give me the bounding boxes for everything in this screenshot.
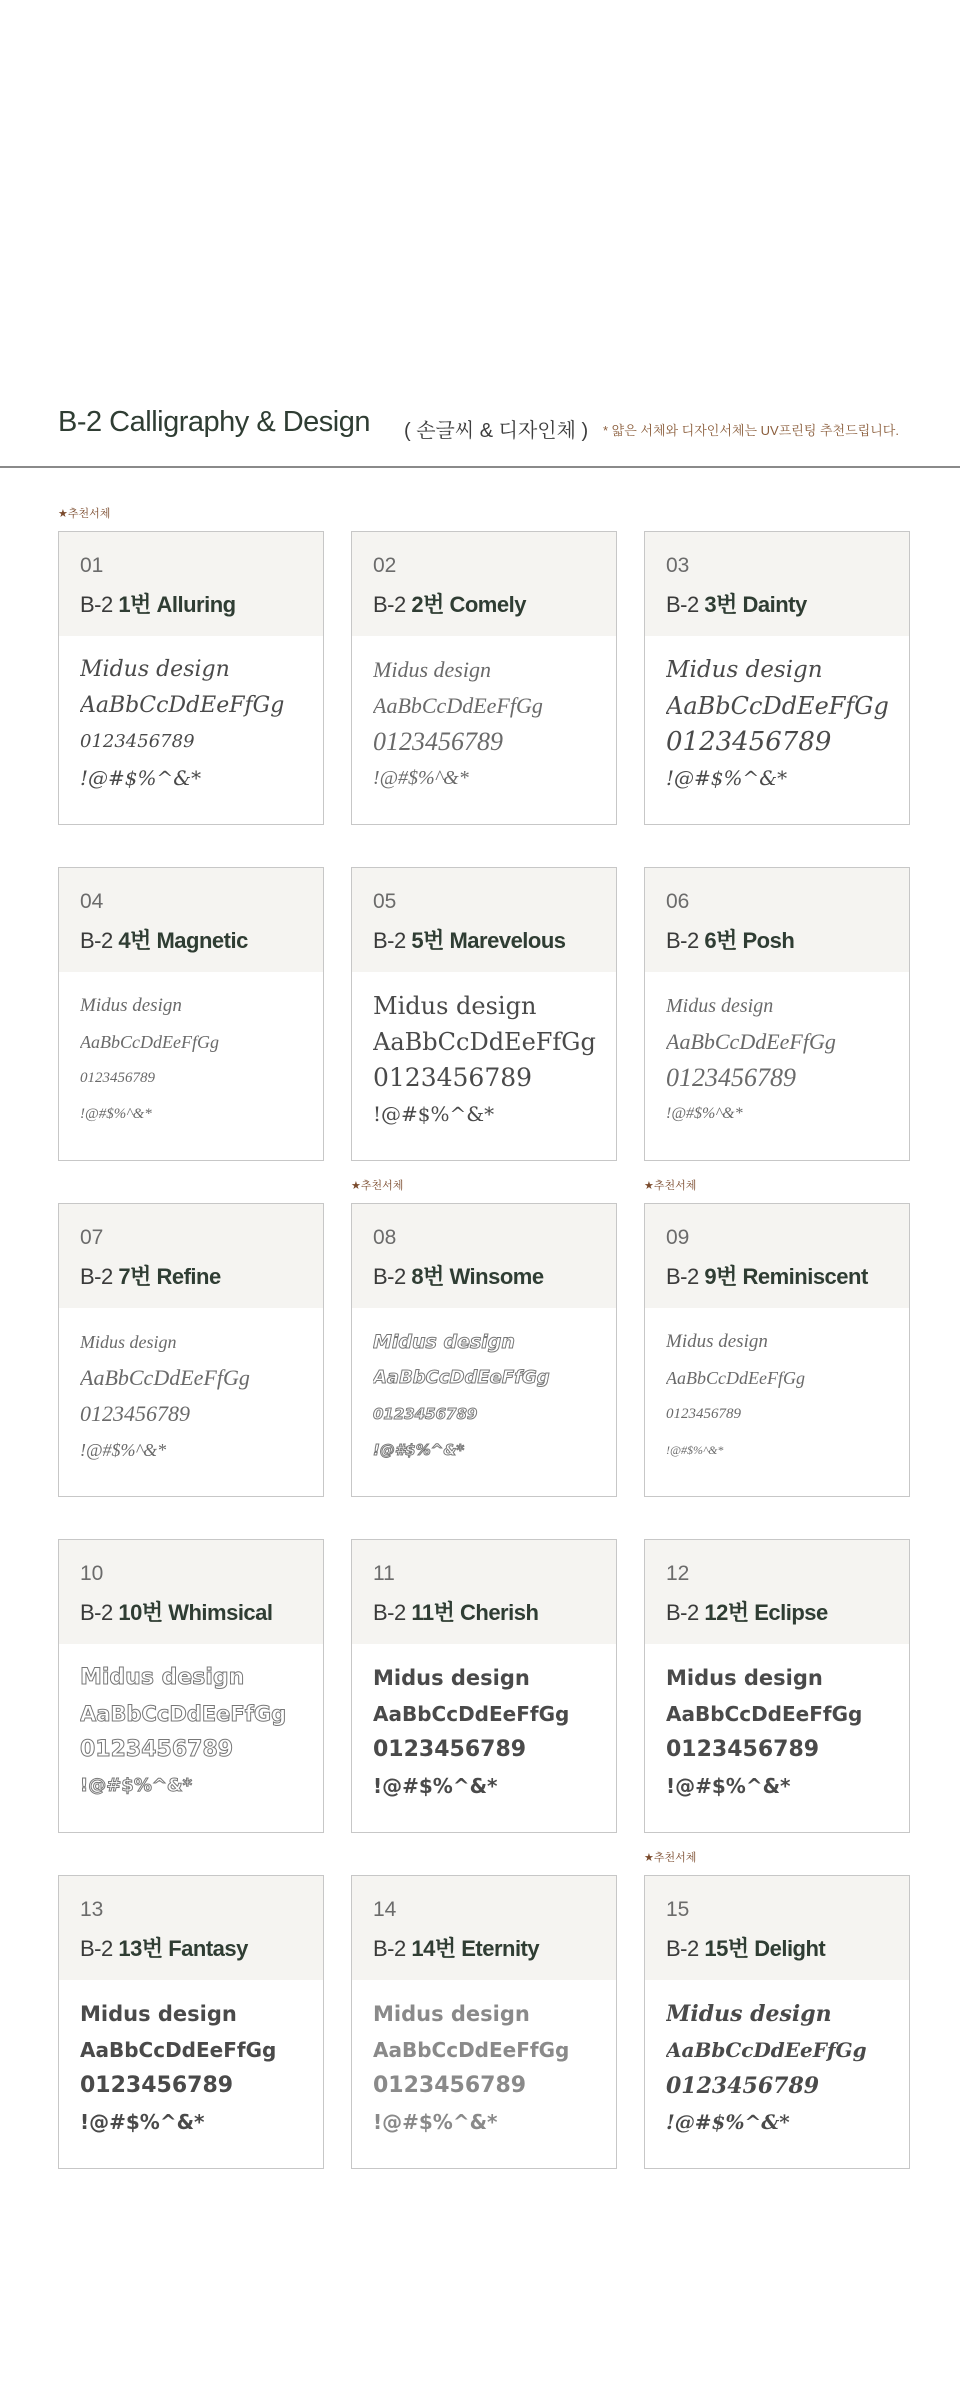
font-sample: Midus design AaBbCcDdEeFfGg 0123456789 !@#$%^&* [80,1665,287,1796]
font-sample: Midus design AaBbCcDdEeFfGg 0123456789 !@#$%^&* [666,995,836,1122]
section-subtitle: ( 손글씨 & 디자인체 ) [404,420,589,442]
card-header [59,1876,323,1980]
card-number: 02 [373,554,397,577]
card-font-name: B-2 10번 Whimsical [80,1600,273,1625]
card-number: 06 [666,890,690,913]
card-number: 08 [373,1226,397,1249]
section-title: B-2 Calligraphy & Design [58,406,370,438]
font-card-09[interactable] [644,1203,910,1497]
card-font-name: B-2 3번 Dainty [666,592,807,617]
section-header [0,400,960,468]
card-font-name: B-2 11번 Cherish [373,1600,539,1625]
card-number: 14 [373,1898,397,1921]
card-font-name: B-2 4번 Magnetic [80,928,248,953]
font-sample: Midus design AaBbCcDdEeFfGg 0123456789 !@#$%^&* [666,2001,867,2134]
card-header [352,1540,616,1644]
font-sample: Midus design AaBbCcDdEeFfGg 0123456789 !@#$%^&* [666,1666,863,1798]
card-number: 01 [80,554,104,577]
font-card-04[interactable] [58,867,324,1161]
font-card-12[interactable] [644,1539,910,1833]
card-font-name: B-2 14번 Eternity [373,1936,540,1961]
card-font-name: B-2 12번 Eclipse [666,1600,828,1625]
card-font-name: B-2 9번 Reminiscent [666,1264,868,1289]
font-card-02[interactable] [351,531,617,825]
uv-printing-note: * 얇은 서체와 디자인서체는 UV프린팅 추천드립니다. [603,423,899,438]
font-sample: Midus design AaBbCcDdEeFfGg 0123456789 !@#$%^&* [666,1331,805,1457]
font-card-01[interactable] [58,531,324,825]
font-sample: Midus design AaBbCcDdEeFfGg 0123456789 !@#$%^&* [373,1331,550,1459]
card-font-name: B-2 8번 Winsome [373,1264,544,1289]
card-header [352,1876,616,1980]
font-sample: Midus design AaBbCcDdEeFfGg 0123456789 !@#$%^&* [666,657,889,790]
font-sample: Midus design AaBbCcDdEeFfGg 0123456789 !@#$%^&* [373,1666,570,1798]
card-number: 13 [80,1898,104,1921]
card-font-name: B-2 13번 Fantasy [80,1936,248,1961]
card-header [645,1204,909,1308]
card-number: 07 [80,1226,104,1249]
font-card-08[interactable] [351,1203,617,1497]
font-card-03[interactable] [644,531,910,825]
recommended-badge-01: ★추천서체 [58,508,111,520]
card-number: 15 [666,1898,690,1921]
font-card-10[interactable] [58,1539,324,1833]
card-header [59,1204,323,1308]
card-header [352,868,616,972]
font-sample: Midus design AaBbCcDdEeFfGg 0123456789 !@#$%^&* [80,2002,277,2134]
font-sample: Midus design AaBbCcDdEeFfGg 0123456789 !@#$%^&* [373,2002,570,2134]
card-number: 04 [80,890,104,913]
card-header [59,532,323,636]
card-header [645,1876,909,1980]
recommended-badge-09: ★추천서체 [644,1180,697,1192]
font-card-07[interactable] [58,1203,324,1497]
font-card-06[interactable] [644,867,910,1161]
card-number: 05 [373,890,397,913]
card-number: 10 [80,1562,104,1585]
font-sample: Midus design AaBbCcDdEeFfGg 0123456789 !@#$%^&* [373,657,543,789]
card-number: 11 [373,1562,395,1585]
card-font-name: B-2 6번 Posh [666,928,795,953]
card-font-name: B-2 5번 Marevelous [373,928,566,953]
card-font-name: B-2 2번 Comely [373,592,526,617]
card-header [352,532,616,636]
card-number: 09 [666,1226,690,1249]
font-card-13[interactable] [58,1875,324,2169]
font-sample: Midus design AaBbCcDdEeFfGg 0123456789 !@#$%^&* [80,1332,250,1460]
font-card-11[interactable] [351,1539,617,1833]
recommended-badge-15: ★추천서체 [644,1852,697,1864]
card-number: 03 [666,554,690,577]
card-font-name: B-2 7번 Refine [80,1264,221,1289]
font-card-15[interactable] [644,1875,910,2169]
font-card-05[interactable] [351,867,617,1161]
card-font-name: B-2 15번 Delight [666,1936,826,1961]
card-header [645,1540,909,1644]
card-header [59,868,323,972]
recommended-badge-08: ★추천서체 [351,1180,404,1192]
font-sample: Midus design AaBbCcDdEeFfGg 0123456789 !@#$%^&* [373,992,596,1126]
card-header [645,868,909,972]
card-header [59,1540,323,1644]
font-sample: Midus design AaBbCcDdEeFfGg 0123456789 !@#$%^&* [80,995,219,1122]
card-number: 12 [666,1562,690,1585]
card-header [645,532,909,636]
font-sample: Midus design AaBbCcDdEeFfGg 0123456789 !@#$%^&* [80,657,285,790]
card-font-name: B-2 1번 Alluring [80,592,236,617]
card-header [352,1204,616,1308]
font-card-14[interactable] [351,1875,617,2169]
